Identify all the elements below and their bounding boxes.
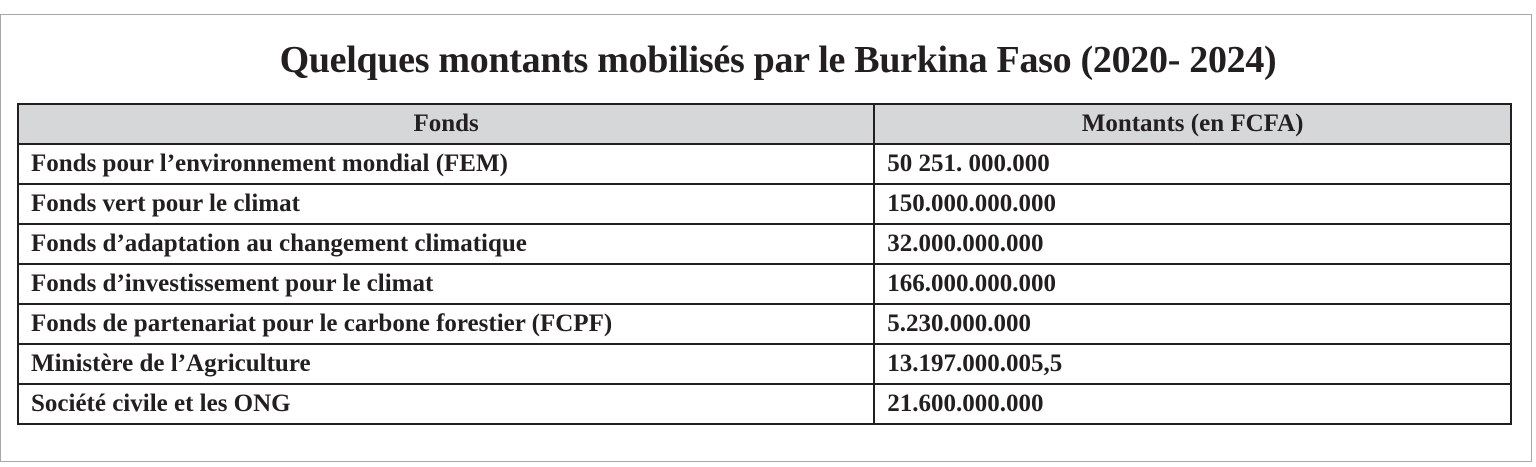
- amount-cell: 166.000.000.000: [874, 264, 1511, 304]
- table-row: [18, 184, 1511, 224]
- fund-name-cell: Société civile et les ONG: [18, 384, 874, 424]
- page-title: Quelques montants mobilisés par le Burkina Faso (2020- 2024): [279, 39, 1277, 81]
- table-row: [18, 144, 1511, 184]
- funds-table: [17, 103, 1512, 425]
- amount-cell: 150.000.000.000: [874, 184, 1511, 224]
- fund-name-cell: Ministère de l’Agriculture: [18, 344, 874, 384]
- fund-name-cell: Fonds de partenariat pour le carbone forestier (FCPF): [18, 304, 874, 344]
- amount-cell: 50 251. 000.000: [874, 144, 1511, 184]
- amount-cell: 5.230.000.000: [874, 304, 1511, 344]
- table-header-row: [18, 104, 1511, 144]
- fund-name-cell: Fonds d’investissement pour le climat: [18, 264, 874, 304]
- column-header-fonds: Fonds: [18, 104, 874, 144]
- column-header-montants: Montants (en FCFA): [874, 104, 1511, 144]
- table-row: [18, 264, 1511, 304]
- fund-name-cell: Fonds vert pour le climat: [18, 184, 874, 224]
- amount-cell: 32.000.000.000: [874, 224, 1511, 264]
- table-row: [18, 344, 1511, 384]
- fund-name-cell: Fonds d’adaptation au changement climatique: [18, 224, 874, 264]
- amount-cell: 13.197.000.005,5: [874, 344, 1511, 384]
- table-row: [18, 224, 1511, 264]
- fund-name-cell: Fonds pour l’environnement mondial (FEM): [18, 144, 874, 184]
- amount-cell: 21.600.000.000: [874, 384, 1511, 424]
- table-row: [18, 384, 1511, 424]
- table-row: [18, 304, 1511, 344]
